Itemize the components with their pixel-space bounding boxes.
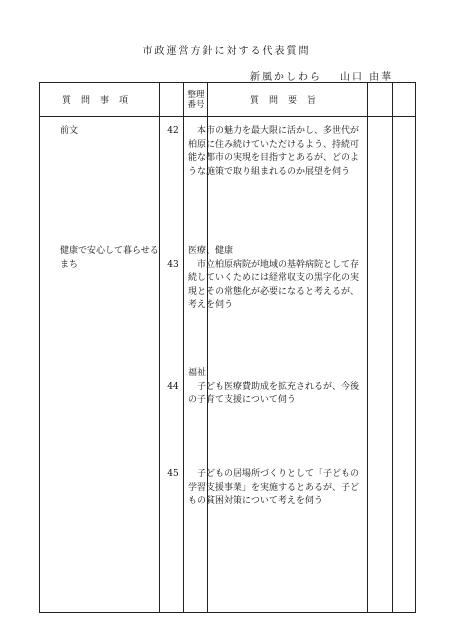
header-number-line1: 整理: [187, 89, 205, 100]
row-subject: 健康で安心して暮らせるまち: [60, 246, 159, 270]
author-name: 山口 由華: [340, 72, 394, 83]
header-divider: [40, 116, 415, 117]
column-divider: [183, 83, 184, 612]
column-divider: [392, 83, 393, 612]
row-subject: 前文: [60, 126, 79, 136]
row-number: 42: [167, 126, 179, 136]
author-line: [250, 68, 430, 83]
row-number: 45: [167, 469, 179, 479]
row-summary: [188, 125, 364, 179]
row-summary: [188, 367, 364, 408]
row-summary: [188, 468, 364, 509]
question-table: [39, 82, 416, 613]
row-summary-text: 子ども医療費助成を拡充されるが、今後の子育て支援について伺う: [188, 381, 360, 405]
header-subject: 質問事項: [61, 96, 138, 106]
row-summary-text: 子どもの居場所づくりとして「子どもの学習支援事業」を実施するとあるが、子どもの貧困対策について考えを伺う: [188, 469, 360, 506]
row-summary-text: 本市の魅力を最大限に活かし、多世代が柏原に住み続けていただけるよう、持続可能な都市の実現を目指すとあるが、どのような施策で取り組まれるのか展望を伺う: [188, 126, 360, 177]
row-number: 43: [167, 260, 179, 270]
author-group: 新風かしわら: [250, 72, 322, 83]
row-summary-heading: 医療、健康: [188, 246, 234, 256]
row-summary-heading: 福祉: [188, 368, 207, 378]
row-summary-text: 市立柏原病院が地域の基幹病院として存続していくためには経常収支の黒字化の実現とその常態化が必要になると考えるが、考えを伺う: [188, 259, 360, 310]
header-summary: 質問要旨: [249, 96, 326, 106]
row-number: 44: [167, 382, 179, 392]
header-number-line2: 番号: [187, 99, 205, 110]
document-title: 市政運営方針に対する代表質問: [142, 46, 311, 57]
column-divider: [159, 83, 160, 612]
row-summary: [188, 245, 364, 313]
column-divider: [367, 83, 368, 612]
